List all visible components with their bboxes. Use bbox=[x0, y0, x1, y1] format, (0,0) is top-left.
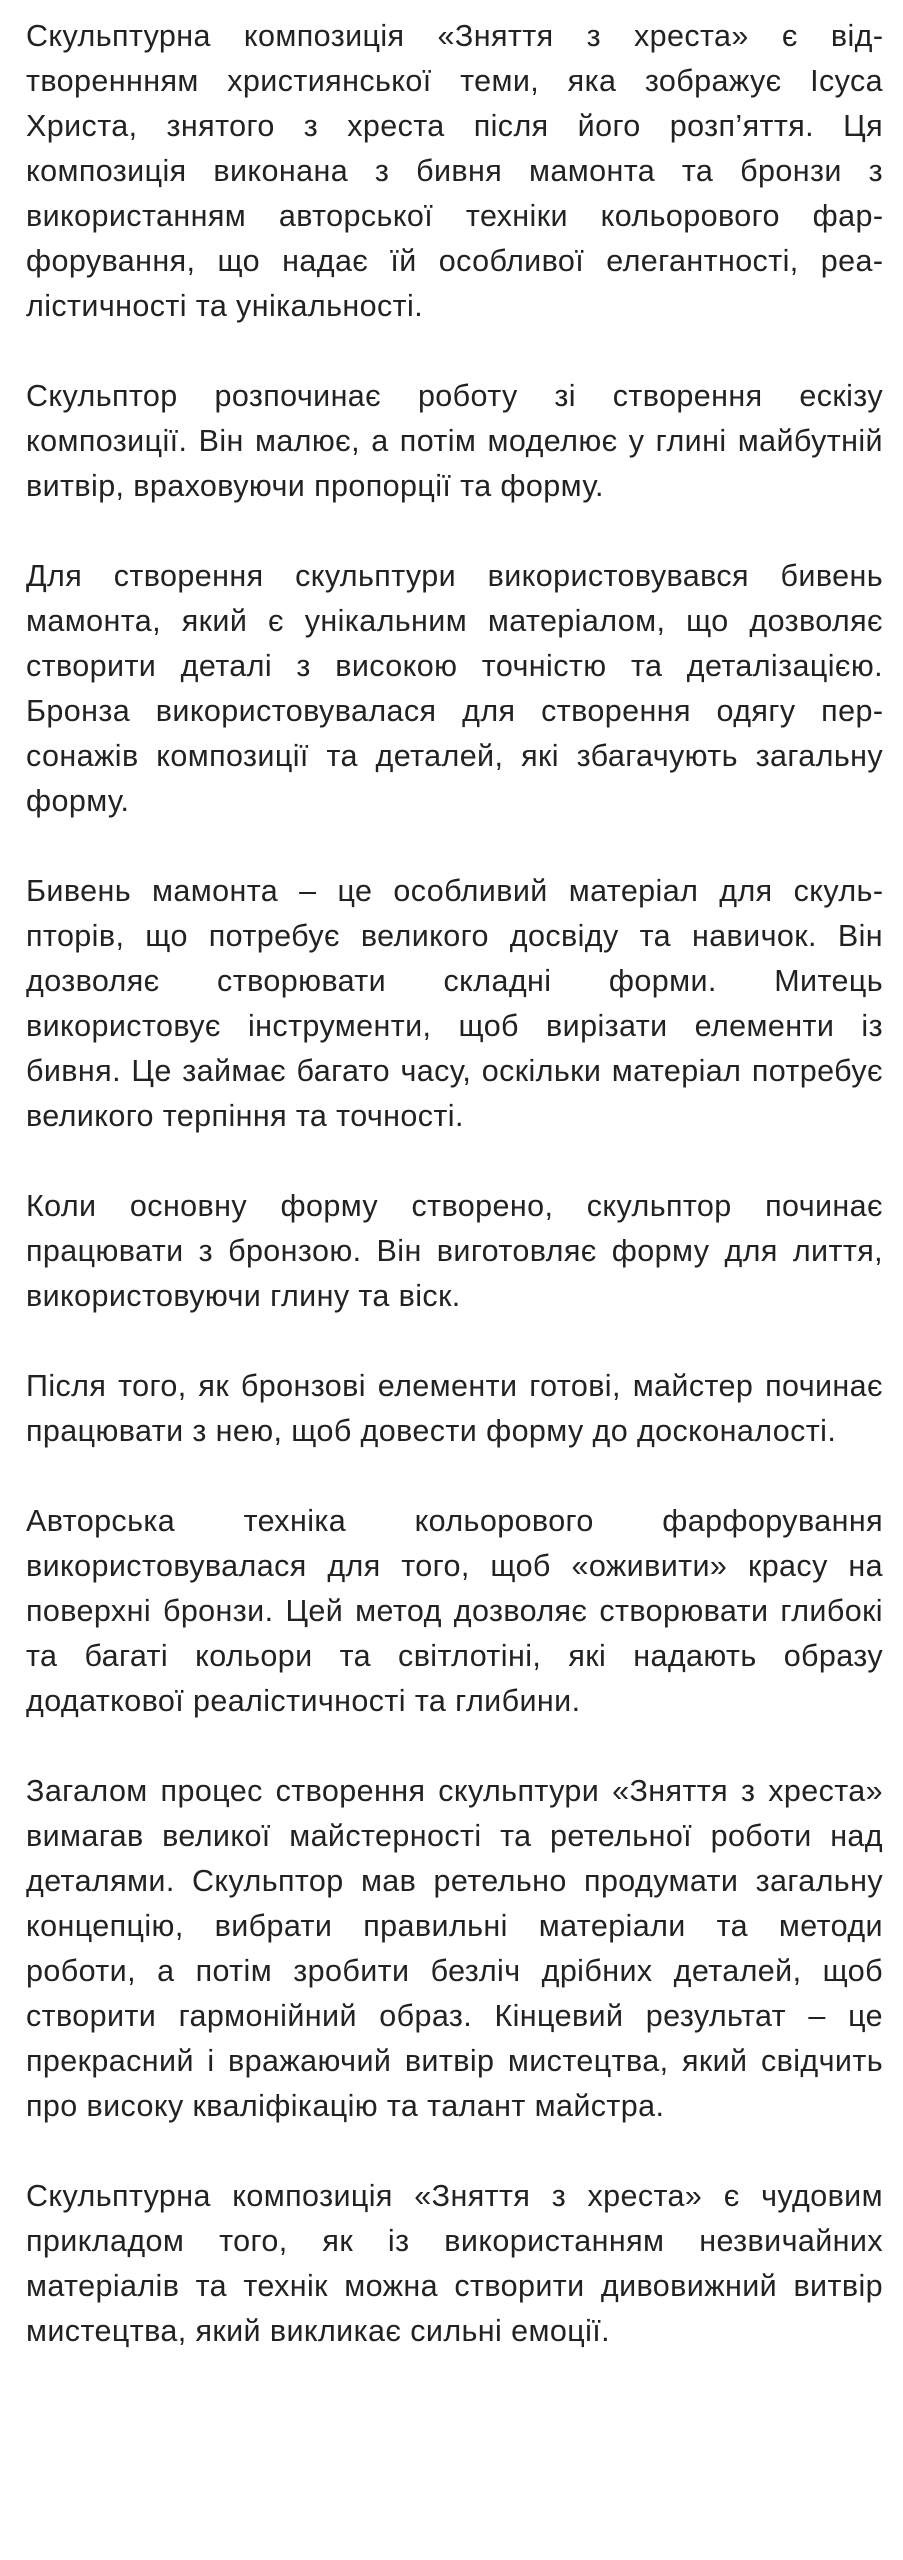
paragraph-intro: Скульптурна композиція «Зняття з хреста» є відтвореннням християнської теми, яка зображує Ісуса Христа, знятого з хреста після його розп’яття. Ця композиція виконана з бивня мамонта та бронзи з використанням авторської техніки кольорового фарфорування, що надає їй особливої елегантності, реалістичності та унікальності. bbox=[26, 19, 883, 323]
paragraph-bronze-finishing: Після того, як бронзові елементи готові, майстер починає працювати з нею, щоб довести форму до досконалості. bbox=[26, 1369, 883, 1448]
paragraph-porcelain-technique: Авторська техніка кольорового фарфорування використовувалася для того, щоб «оживити» красу на поверхні бронзи. Цей метод дозволяє створювати глибокі та багаті кольори та світлотіні, які надають образу додаткової реалістичності та глибини. bbox=[26, 1504, 883, 1718]
paragraph-mammoth-tusk: Бивень мамонта – це особливий матеріал для скульпторів, що потребує великого досвіду та навичок. Він дозволяє створювати складні форми. Митець використовує інструменти, щоб вирізати елементи із бивня. Це займає багато часу, оскільки матеріал потребує великого терпіння та точності. bbox=[26, 874, 883, 1133]
paragraph-materials: Для створення скульптури використовувався бивень мамонта, який є унікальним матеріалом, що дозволяє створити деталі з високою точністю та деталізацією. Бронза використовувалася для створення одягу персонажів композиції та деталей, які збагачують загальну форму. bbox=[26, 559, 883, 818]
paragraph-bronze-casting: Коли основну форму створено, скульптор починає працювати з бронзою. Він виготовляє форму для лиття, використовуючи глину та віск. bbox=[26, 1189, 883, 1313]
paragraph-sketch: Скульптор розпочинає роботу зі створення ескізу композиції. Він малює, а потім моделює у глині майбутній витвір, враховуючи пропорції та форму. bbox=[26, 379, 883, 503]
paragraph-conclusion: Скульптурна композиція «Зняття з хреста» є чудовим прикладом того, як із використанням незвичайних матеріалів та технік можна створити дивовижний витвір мистецтва, який викликає сильні емоції. bbox=[26, 2179, 883, 2348]
paragraph-overall-process: Загалом процес створення скульптури «Зняття з хреста» вимагав великої майстерності та ретельної роботи над деталями. Скульптор мав ретельно продумати загальну концепцію, вибрати правильні матеріали та методи роботи, а потім зробити безліч дрібних деталей, щоб створити гармонійний образ. Кінцевий результат – це прекрасний і вражаючий витвір мистецтва, який свідчить про високу кваліфікацію та талант майстра. bbox=[26, 1774, 883, 2123]
